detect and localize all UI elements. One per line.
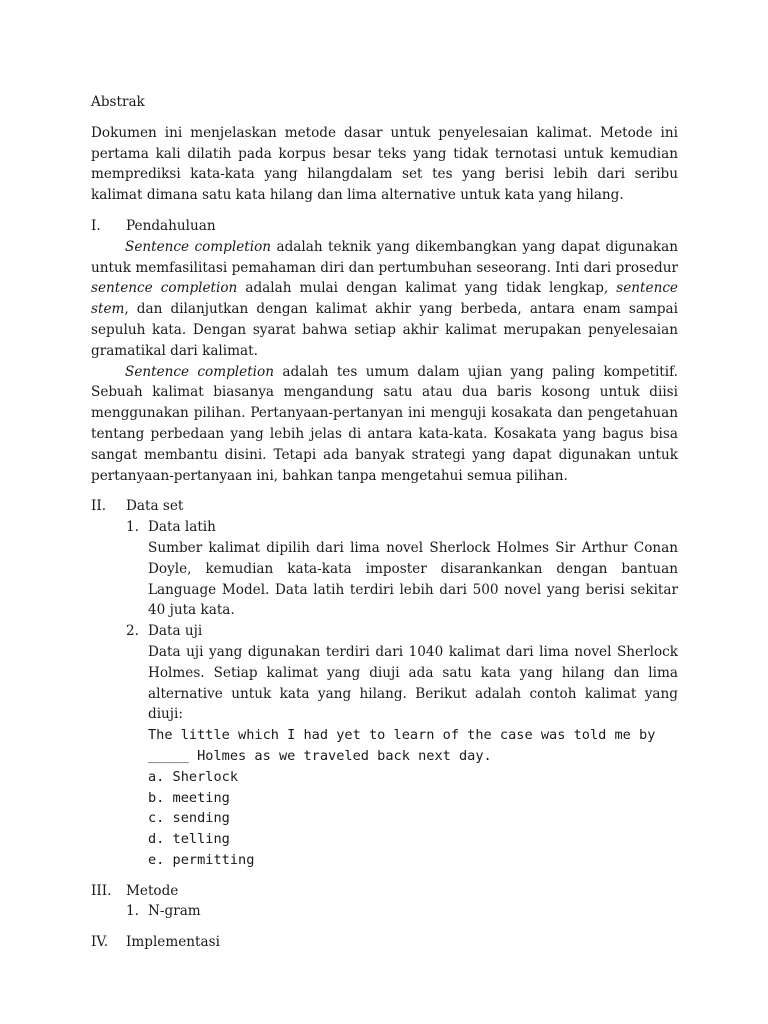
term-sentence-completion: Sentence completion — [125, 238, 272, 255]
section-title: Data set — [126, 498, 184, 515]
option-c: c. sending — [148, 810, 230, 827]
subsection-title: Data uji — [148, 623, 203, 640]
option-a: a. Sherlock — [148, 768, 239, 785]
subsection-title: Data latih — [148, 519, 216, 536]
paragraph: Sentence completion adalah teknik yang dikembangkan yang dapat digunakan untuk memfasilitasi pemahaman diri dan pertumbuhan seseorang. Inti dari prosedur sentence completion adalah mulai dengan kalimat yang tidak lengkap, sentence stem, dan dilanjutkan dengan kalimat akhir yang berbeda, antara enam sampai sepuluh kata. Dengan syarat bahwa setiap akhir kalimat merupakan penyelesaian gramatikal dari kalimat. — [91, 238, 678, 359]
subsection-number: 1. — [126, 903, 139, 920]
section-number: III. — [91, 882, 112, 899]
section-data-set — [91, 496, 678, 870]
abstract-text: Dokumen ini menjelaskan metode dasar untuk penyelesaian kalimat. Metode ini pertama kali dilatih pada korpus besar teks yang tidak ternotasi untuk kemudian memprediksi kata-kata yang hilangdalam set tes yang berisi lebih dari seribu kalimat dimana satu kata hilang dan lima alternative untuk kata yang hilang. — [91, 124, 678, 204]
subsection-title: N-gram — [148, 903, 201, 920]
subsection-number: 2. — [126, 623, 139, 640]
section-number: I. — [91, 217, 101, 234]
term-sentence-completion: Sentence completion — [125, 363, 274, 380]
option-d: d. telling — [148, 831, 230, 848]
option-e: e. permitting — [148, 851, 255, 868]
subsection-data-latih — [91, 517, 678, 538]
paragraph: Sentence completion adalah tes umum dalam ujian yang paling kompetitif. Sebuah kalimat biasanya mengandung satu atau dua baris kosong untuk diisi menggunakan pilihan. Pertanyaan-pertanyan ini menguji kosakata dan pengetahuan tentang perbedaan yang lebih jelas di antara kata-kata. Kosakata yang bagus bisa sangat membantu disini. Tetapi ada banyak strategi yang dapat digunakan untuk pertanyaan-pertanyaan ini, bahkan tanpa mengetahui semua pilihan. — [91, 363, 678, 484]
section-implementasi — [91, 932, 678, 953]
section-title: Pendahuluan — [126, 217, 216, 234]
section-metode — [91, 881, 678, 923]
example-sentence: The little which I had yet to learn of the case was told me by _____ Holmes as we traveled back next day. — [148, 727, 656, 764]
subsection-text: Data uji yang digunakan terdiri dari 1040 kalimat dari lima novel Sherlock Holmes. Setiap kalimat yang diuji ada satu kata yang hilang dan lima alternative untuk kata yang hilang. Berikut adalah contoh kalimat yang diuji: — [148, 643, 678, 723]
option-b: b. meeting — [148, 789, 230, 806]
section-title: Metode — [126, 882, 179, 899]
abstract-title: Abstrak — [91, 94, 145, 110]
term-sentence-completion: sentence completion — [91, 280, 238, 297]
section-title: Implementasi — [126, 934, 220, 951]
section-number: II. — [91, 498, 107, 515]
subsection-text: Sumber kalimat dipilih dari lima novel Sherlock Holmes Sir Arthur Conan Doyle, kemudian kata-kata imposter disarankankan dengan bantuan Language Model. Data latih terdiri lebih dari 500 novel yang berisi sekitar 40 juta kata. — [148, 539, 678, 619]
section-number: IV. — [91, 934, 109, 951]
term-sentence-stem: sentence stem — [91, 280, 678, 318]
subsection-number: 1. — [126, 519, 139, 536]
subsection-data-uji — [91, 621, 678, 642]
section-pendahuluan — [91, 216, 678, 486]
subsection-ngram — [91, 901, 678, 922]
answer-options — [148, 767, 678, 871]
